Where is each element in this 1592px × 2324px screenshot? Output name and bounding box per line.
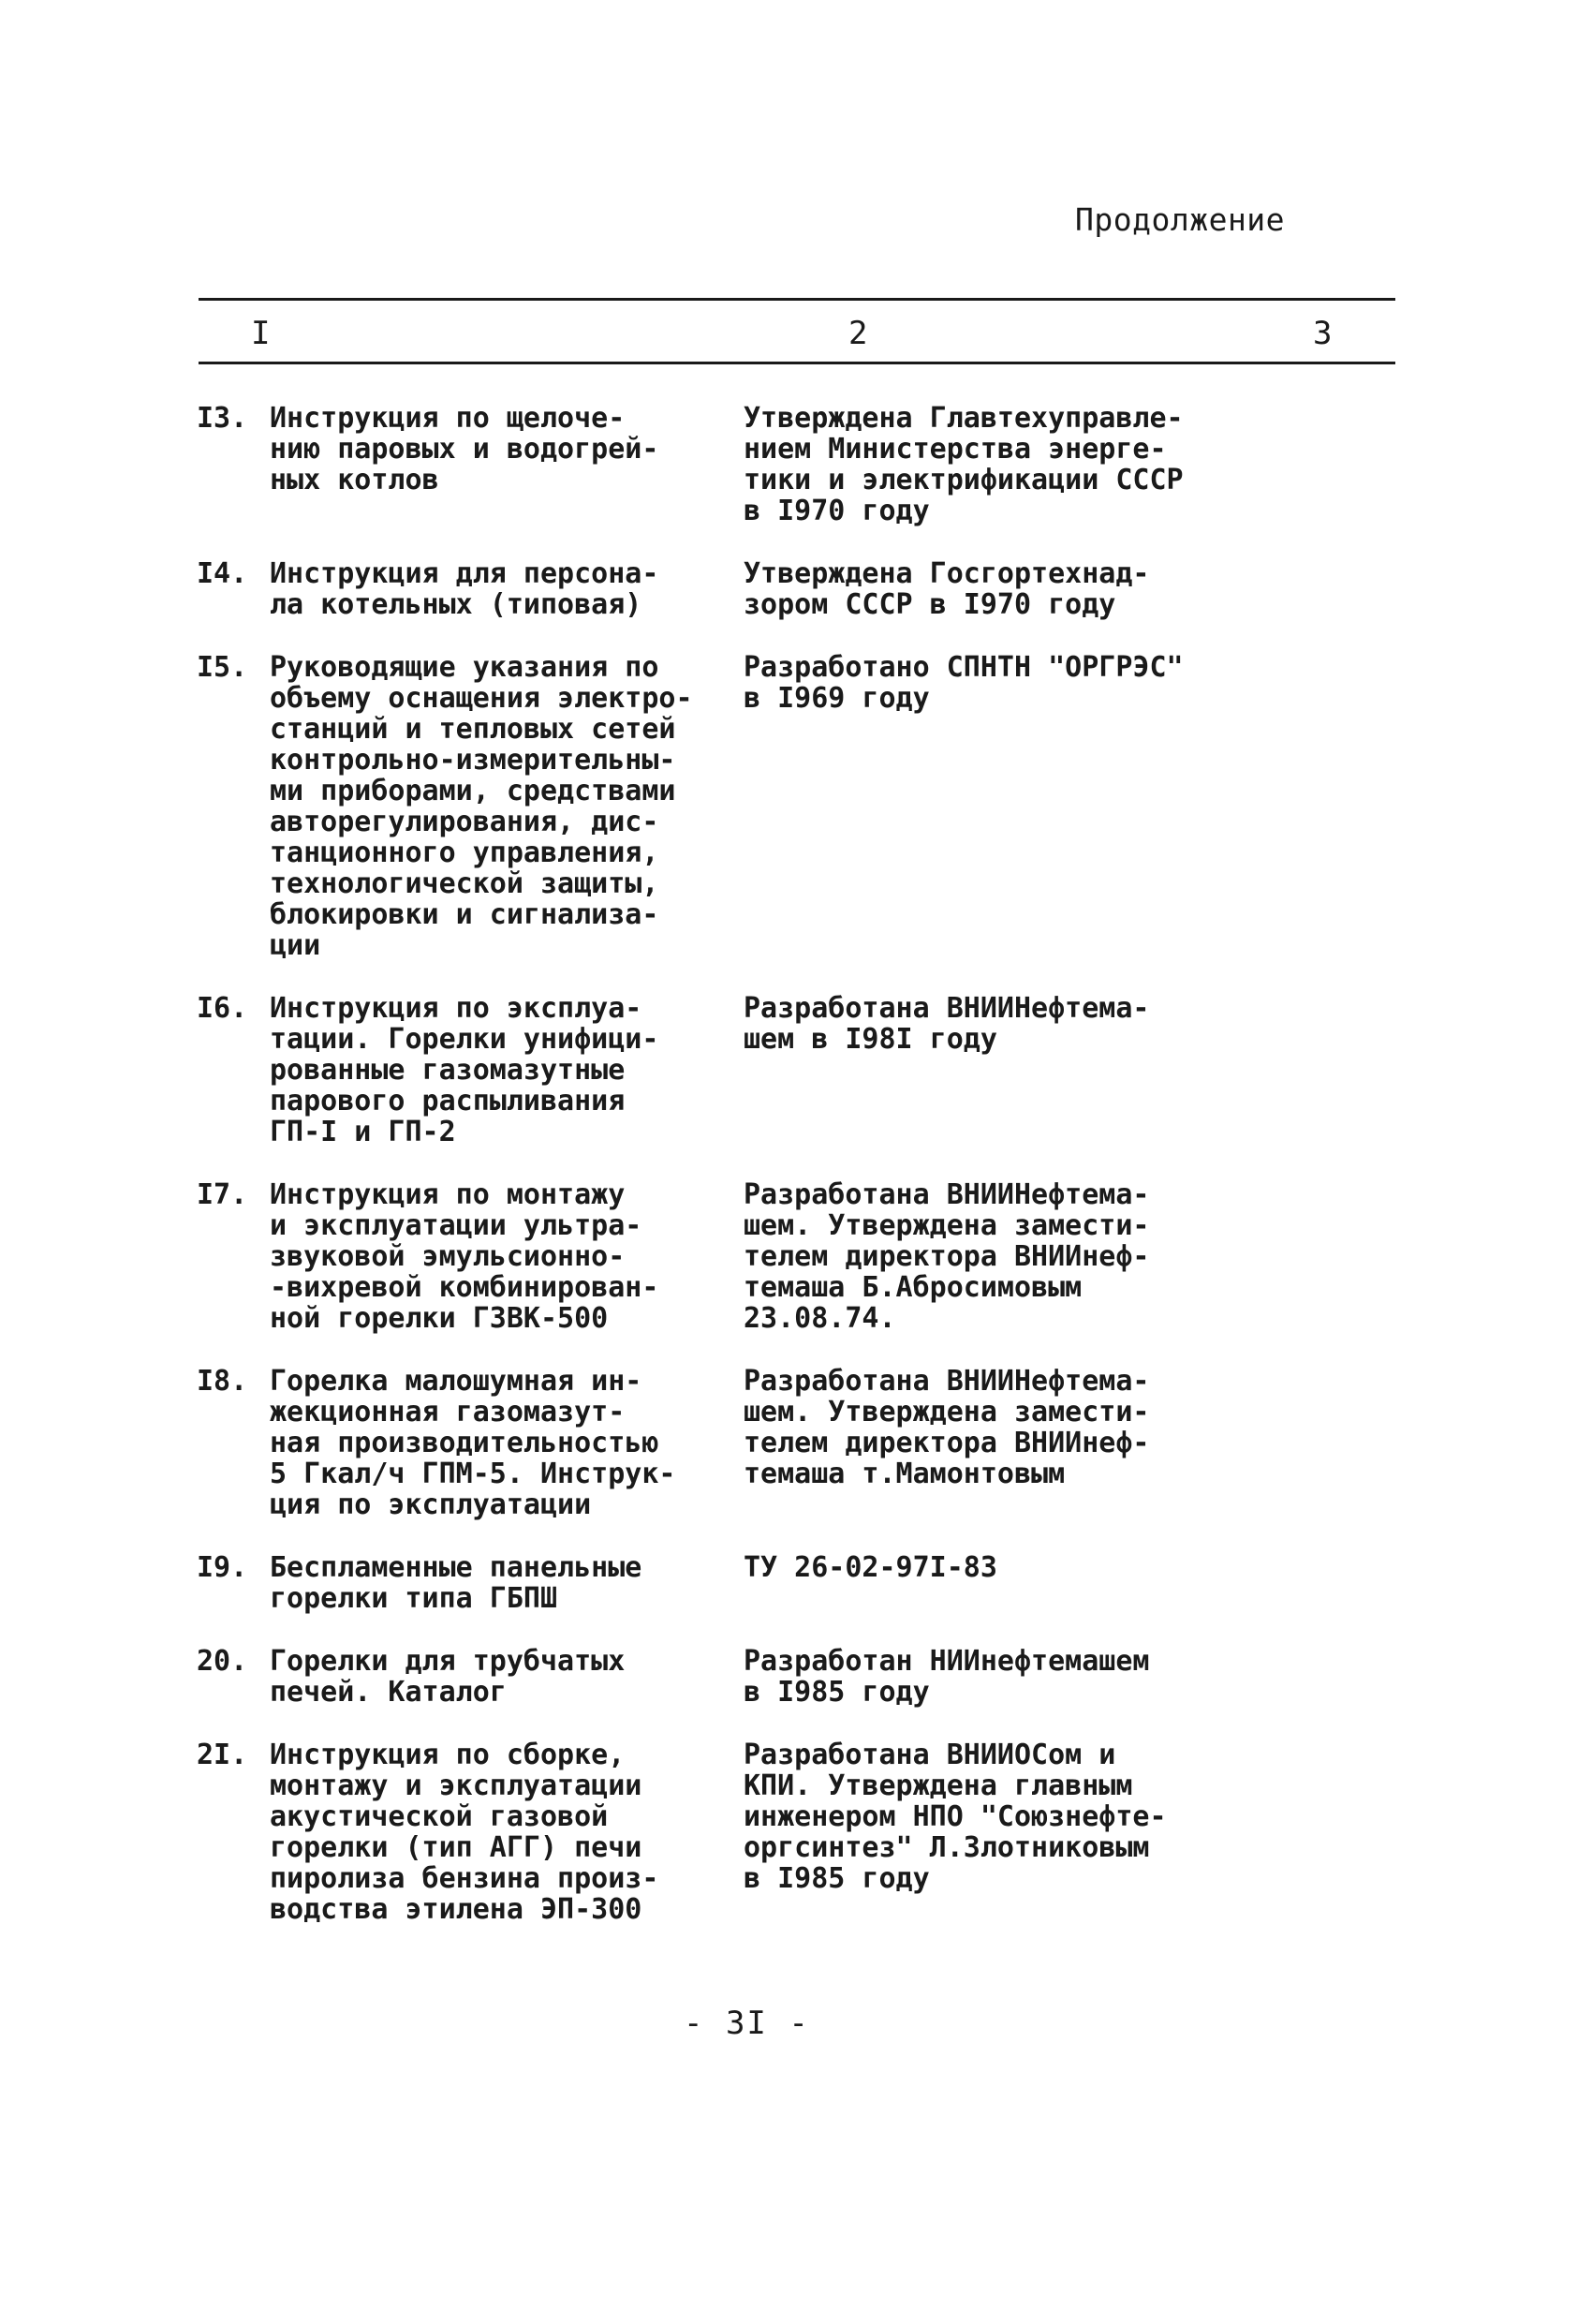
column-header-1: I bbox=[251, 315, 271, 352]
document-title: Горелки для трубчатых печей. Каталог bbox=[270, 1645, 626, 1709]
table-row bbox=[197, 652, 1405, 961]
row-number: I9. bbox=[197, 1551, 248, 1584]
table-row bbox=[197, 1366, 1405, 1520]
column-header-2: 2 bbox=[848, 315, 868, 352]
approval-note: Разработан НИИнефтемашем в I985 году bbox=[744, 1645, 1150, 1709]
table-row bbox=[197, 558, 1405, 620]
document-title: Инструкция по щелоче- нию паровых и водогрей- ных котлов bbox=[270, 402, 659, 496]
row-number: 20. bbox=[197, 1645, 248, 1678]
approval-note: Разработана ВНИИОСом и КПИ. Утверждена главным инженером НПО "Союзнефте- оргсинтез" Л.Злотниковым в I985 году bbox=[744, 1739, 1167, 1895]
approval-note: Разработано СПНТН "ОРГРЭС" в I969 году bbox=[744, 651, 1184, 715]
table-row bbox=[197, 1179, 1405, 1334]
approval-note: Разработана ВНИИНефтема- шем в I98I году bbox=[744, 992, 1150, 1056]
table-row bbox=[197, 1646, 1405, 1708]
table-top-rule bbox=[199, 298, 1395, 301]
table-body bbox=[197, 403, 1405, 1957]
approval-note: Утверждена Госгортехнад- зором СССР в I970 году bbox=[744, 557, 1150, 621]
document-title: Горелка малошумная ин- жекционная газомазут- ная производительностью 5 Гкал/ч ГПМ-5. Инструк- ция по эксплуатации bbox=[270, 1365, 676, 1521]
document-title: Руководящие указания по объему оснащения электро- станций и тепловых сетей контрольно-измерительны- ми приборами, средствами авторегулирования, дис- танционного управления, технологической защиты, блокировки и сигнализа- ции bbox=[270, 651, 693, 962]
column-header-3: 3 bbox=[1313, 315, 1333, 352]
page-number: - 3I - bbox=[684, 2005, 810, 2042]
approval-note: Разработана ВНИИНефтема- шем. Утверждена замести- телем директора ВНИИнеф- темаша Б.Абросимовым 23.08.74. bbox=[744, 1178, 1150, 1335]
approval-note: Утверждена Главтехуправле- нием Министерства энерге- тики и электрификации СССР в I970 году bbox=[744, 402, 1184, 527]
table-header-rule bbox=[199, 362, 1395, 364]
row-number: I6. bbox=[197, 992, 248, 1025]
continuation-label: Продолжение bbox=[1075, 201, 1286, 238]
table-row bbox=[197, 1552, 1405, 1614]
document-title: Инструкция по эксплуа- тации. Горелки унифици- рованные газомазутные парового распыливания ГП-I и ГП-2 bbox=[270, 992, 659, 1148]
document-title: Беспламенные панельные горелки типа ГБПШ bbox=[270, 1551, 642, 1615]
table-row bbox=[197, 993, 1405, 1147]
row-number: I3. bbox=[197, 402, 248, 435]
document-title: Инструкция по сборке, монтажу и эксплуатации акустической газовой горелки (тип АГГ) печи пиролиза бензина произ- водства этилена ЭП-300 bbox=[270, 1739, 659, 1926]
row-number: I7. bbox=[197, 1178, 248, 1211]
row-number: I4. bbox=[197, 557, 248, 590]
approval-note: Разработана ВНИИНефтема- шем. Утверждена замести- телем директора ВНИИнеф- темаша т.Мамонтовым bbox=[744, 1365, 1150, 1490]
document-title: Инструкция для персона- ла котельных (типовая) bbox=[270, 557, 659, 621]
table-row bbox=[197, 1739, 1405, 1925]
approval-note: ТУ 26-02-97I-83 bbox=[744, 1551, 997, 1584]
row-number: I8. bbox=[197, 1365, 248, 1398]
table-row bbox=[197, 403, 1405, 526]
row-number: 2I. bbox=[197, 1739, 248, 1771]
document-title: Инструкция по монтажу и эксплуатации ультра- звуковой эмульсионно- -вихревой комбинирован- ной горелки ГЗВК-500 bbox=[270, 1178, 659, 1335]
row-number: I5. bbox=[197, 651, 248, 684]
